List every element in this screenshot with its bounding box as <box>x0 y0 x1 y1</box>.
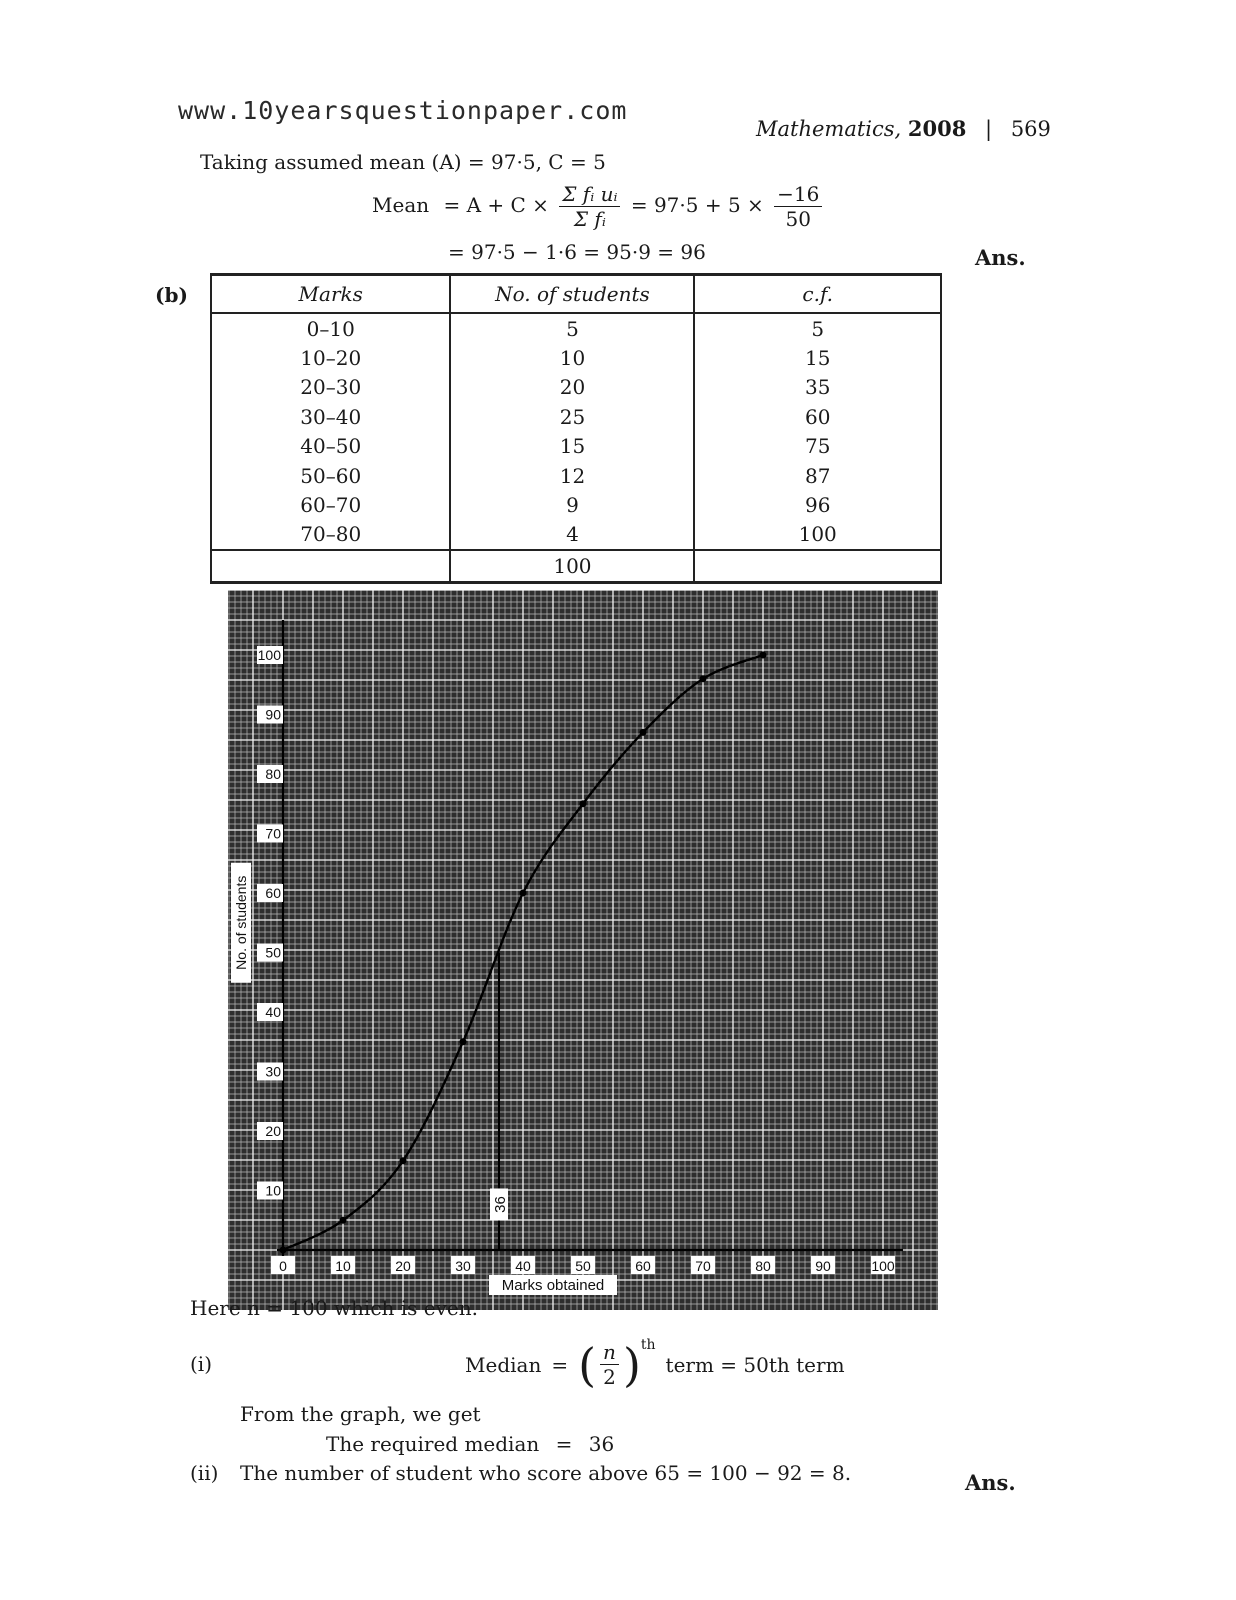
mean-mid: = 97·5 + 5 × <box>630 193 764 217</box>
from-graph-line: From the graph, we get <box>240 1402 481 1426</box>
x-tick-label: 0 <box>279 1258 287 1274</box>
part-b-label: (b) <box>155 283 188 307</box>
median-annotation-label: 36 <box>492 1196 509 1213</box>
mean-result-line: = 97·5 − 1·6 = 95·9 = 96 <box>448 240 706 264</box>
website-watermark: www.10yearsquestionpaper.com <box>178 96 628 125</box>
roman-i: (i) <box>190 1352 213 1376</box>
cell-students: 10 <box>450 343 694 372</box>
th-superscript: th <box>640 1336 656 1353</box>
table-row <box>211 432 941 461</box>
cell-marks: 30–40 <box>211 402 450 431</box>
ogive-point <box>400 1157 407 1164</box>
median-equals: = <box>551 1352 569 1377</box>
required-median-label: The required median <box>326 1432 540 1456</box>
cell-students: 15 <box>450 432 694 461</box>
running-header <box>756 116 1051 141</box>
ogive-point <box>760 652 767 659</box>
y-tick-label: 60 <box>265 885 281 901</box>
sum-fraction-numerator: Σ fᵢ uᵢ <box>559 182 620 207</box>
sum-fraction-denominator: Σ fᵢ <box>573 207 606 231</box>
y-tick-label: 100 <box>257 647 281 663</box>
x-tick-label: 60 <box>635 1258 651 1274</box>
mean-label: Mean <box>372 193 430 217</box>
cell-cf: 100 <box>694 520 941 550</box>
required-median-value: 36 <box>588 1432 615 1456</box>
cell-students: 5 <box>450 313 694 343</box>
roman-ii: (ii) <box>190 1461 219 1485</box>
ogive-point <box>340 1217 347 1224</box>
cell-marks: 20–30 <box>211 373 450 402</box>
table-row <box>211 373 941 402</box>
answer-marker-b: Ans. <box>965 1470 1016 1495</box>
y-tick-label: 10 <box>265 1182 281 1199</box>
table-header-row <box>211 275 941 314</box>
y-tick-label: 80 <box>265 766 281 782</box>
y-axis-label: No. of students <box>233 875 249 970</box>
cell-students: 12 <box>450 461 694 490</box>
ogive-point <box>700 675 707 682</box>
required-median-line <box>326 1432 614 1456</box>
cell-marks: 70–80 <box>211 520 450 550</box>
ogive-point <box>520 890 527 897</box>
header-separator: | <box>985 117 993 141</box>
cell-cf: 75 <box>694 432 941 461</box>
total-cf <box>694 550 941 583</box>
header-subject: Mathematics, <box>756 117 902 141</box>
total-students: 100 <box>450 550 694 583</box>
n-over-2-fraction <box>600 1340 619 1389</box>
answer-marker-a: Ans. <box>975 245 1026 270</box>
ogive-point <box>640 729 647 736</box>
cell-marks: 50–60 <box>211 461 450 490</box>
cell-cf: 5 <box>694 313 941 343</box>
table-row <box>211 461 941 490</box>
cell-students: 25 <box>450 402 694 431</box>
y-tick-label: 40 <box>265 1004 281 1020</box>
cell-students: 9 <box>450 490 694 519</box>
cell-cf: 15 <box>694 343 941 372</box>
table-total-row <box>211 550 941 583</box>
left-paren-icon: ( <box>578 1337 597 1392</box>
median-annotation <box>490 1189 509 1221</box>
cell-marks: 0–10 <box>211 313 450 343</box>
above-65-line: The number of student who score above 65 = 100 − 92 = 8. <box>240 1461 852 1485</box>
mean-lhs: = A + C × <box>443 193 549 217</box>
y-tick-label: 20 <box>265 1123 281 1139</box>
cell-cf: 35 <box>694 373 941 402</box>
table-row <box>211 520 941 550</box>
n-over-2-denominator: 2 <box>603 1365 616 1389</box>
table-row <box>211 402 941 431</box>
ogive-point <box>580 800 587 807</box>
value-fraction-denominator: 50 <box>785 207 811 231</box>
x-tick-label: 70 <box>695 1258 711 1274</box>
header-marks: Marks <box>211 275 450 314</box>
ogive-point <box>460 1038 467 1045</box>
value-fraction <box>774 182 822 231</box>
header-year: 2008 <box>907 116 967 141</box>
x-tick-label: 90 <box>815 1258 831 1274</box>
cell-students: 4 <box>450 520 694 550</box>
cell-marks: 10–20 <box>211 343 450 372</box>
table-row <box>211 313 941 343</box>
x-tick-label: 80 <box>755 1258 771 1274</box>
frequency-table <box>210 273 942 584</box>
n-over-2-numerator: n <box>600 1340 619 1365</box>
cell-cf: 96 <box>694 490 941 519</box>
mean-formula <box>372 182 826 231</box>
y-tick-label: 70 <box>265 825 281 842</box>
median-label: Median <box>465 1352 542 1377</box>
header-cf: c.f. <box>694 275 941 314</box>
x-tick-label: 100 <box>871 1258 895 1274</box>
median-rhs: term = 50th term <box>665 1352 845 1377</box>
x-tick-label: 30 <box>455 1258 471 1274</box>
cell-marks: 40–50 <box>211 432 450 461</box>
y-tick-label: 50 <box>265 944 281 961</box>
x-tick-label: 10 <box>335 1258 351 1274</box>
x-tick-label: 50 <box>575 1258 591 1274</box>
required-median-equals: = <box>555 1432 573 1456</box>
header-students: No. of students <box>450 275 694 314</box>
y-tick-label: 90 <box>265 706 281 723</box>
y-tick-label: 30 <box>265 1063 281 1080</box>
y-axis-label-group <box>231 863 251 983</box>
x-tick-label: 20 <box>395 1258 411 1274</box>
right-paren-icon: ) <box>622 1337 641 1392</box>
sum-fraction <box>559 182 620 231</box>
median-formula <box>465 1336 845 1392</box>
x-tick-label: 40 <box>515 1258 531 1274</box>
cell-cf: 60 <box>694 402 941 431</box>
table-row <box>211 490 941 519</box>
x-axis-label: Marks obtained <box>501 1277 605 1294</box>
page-number: 569 <box>1010 117 1051 141</box>
assumed-mean-line: Taking assumed mean (A) = 97·5, C = 5 <box>200 150 606 174</box>
total-marks <box>211 550 450 583</box>
ogive-point <box>280 1247 287 1254</box>
ogive-graph <box>228 590 938 1310</box>
cell-cf: 87 <box>694 461 941 490</box>
cell-students: 20 <box>450 373 694 402</box>
value-fraction-numerator: −16 <box>774 182 822 207</box>
cell-marks: 60–70 <box>211 490 450 519</box>
table-row <box>211 343 941 372</box>
here-n-line: Here n = 100 which is even. <box>190 1296 478 1320</box>
